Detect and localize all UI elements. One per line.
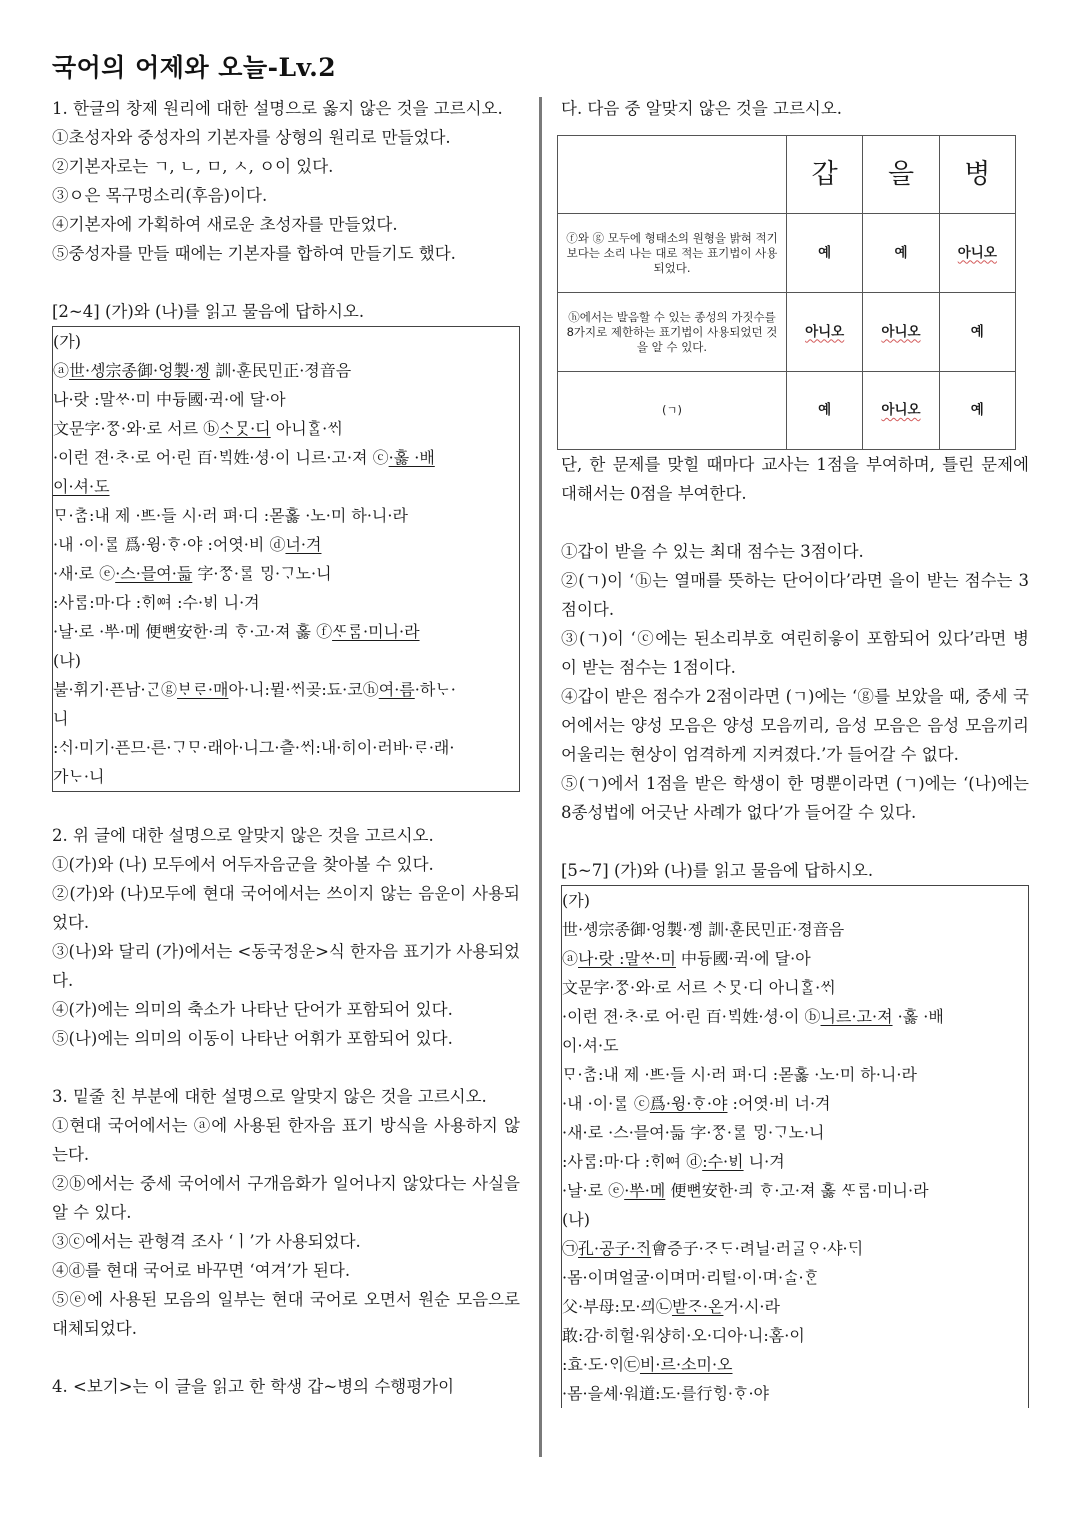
option-4[interactable]: ④기본자에 가획하여 새로운 초성자를 만들었다. bbox=[52, 215, 398, 234]
mark-d: ⓓ bbox=[269, 535, 286, 554]
table-criterion: ⓕ와 ⓖ 모두에 형태소의 원형을 밝혀 적기보다는 소리 나는 대로 적는 표기법이 사용되었다. bbox=[558, 214, 787, 293]
answer-text: 예 bbox=[818, 402, 832, 418]
passage-5-7 bbox=[561, 856, 1029, 1408]
question-3 bbox=[52, 1082, 520, 1343]
table-criterion: ⓗ에서는 발음할 수 있는 종성의 가짓수를 8가지로 제한하는 표기법이 사용되었던 것을 알 수 있다. bbox=[558, 293, 787, 372]
passage-line bbox=[53, 617, 519, 646]
passage-line: ᄆᆞ·ᄎᆞᆷ:내 제 ·ᄠᅳ·들 시·러 펴·디 :몯홇 ·노·미 하·니·라 bbox=[53, 506, 408, 525]
passage-line: ·새·로 ·스·믈여·듧 字·ᄍᆞᆼ·ᄅᆞᆯ ᄆᆡᆼ·ᄀᆞ노·니 bbox=[562, 1123, 825, 1142]
spacer bbox=[52, 792, 520, 821]
underlined-c: ·홇 ·배 bbox=[388, 448, 435, 467]
scoring-note: 단, 한 문제를 맞힐 때마다 교사는 1점을 부여하며, 틀린 문제에 대해서는 0점을 부여한다. bbox=[561, 455, 1029, 503]
underlined-a: 世·솅宗종御·엉製·젱 bbox=[69, 361, 211, 380]
underlined-a: 나·랏 :말ᄊᆞ·미 bbox=[578, 949, 676, 968]
mark-h: ⓗ bbox=[362, 680, 379, 699]
passage-line bbox=[562, 1176, 1028, 1205]
column-divider bbox=[539, 97, 542, 1457]
table-row bbox=[558, 214, 1016, 293]
passage-line: :ᄉᆡ·미기·픈므·른·ᄀᆞᄆᆞ·래아·니그·츨·ᄊᆡ:내·히이·러바·ᄅᆞ·래· bbox=[53, 738, 455, 757]
answer-text: 아니오 bbox=[805, 323, 845, 340]
passage-line bbox=[562, 944, 1028, 973]
passage-text: 아·니:뮐·ᄊᆡ곶:됴·코 bbox=[228, 680, 363, 699]
passage-text: 會증子·ᄌᆞᄃᆞ·려닐·러ᄀᆞᆯᄋᆞ·샤·ᄃᆡ bbox=[651, 1239, 864, 1258]
passage-line bbox=[53, 530, 519, 559]
table-row bbox=[558, 372, 1016, 450]
passage-text: ·날·로 bbox=[562, 1181, 609, 1200]
option-3[interactable]: ③ㅇ은 목구멍소리(후음)이다. bbox=[52, 186, 268, 205]
answer-text: 아니오 bbox=[881, 323, 921, 340]
passage-line bbox=[562, 1089, 1028, 1118]
answer-text: 아니오 bbox=[881, 402, 921, 418]
underlined-b: 니르·고·져 bbox=[820, 1007, 893, 1026]
option-5[interactable]: ⑤중성자를 만들 때에는 기본자를 합하여 만들기도 했다. bbox=[52, 244, 456, 263]
passage-line bbox=[53, 356, 519, 385]
mark-c: ⓒ bbox=[372, 448, 389, 467]
mark-c: ⓒ bbox=[633, 1094, 650, 1113]
passage-line bbox=[53, 559, 519, 588]
passage-text: :사ᄅᆞᆷ:마·다 :ᄒᆡᅇᅧ bbox=[562, 1152, 687, 1171]
option-1[interactable]: ①초성자와 중성자의 기본자를 상형의 원리로 만들었다. bbox=[52, 128, 451, 147]
passage-line bbox=[53, 472, 519, 501]
passage-line bbox=[53, 414, 519, 443]
passage-na-label: (나) bbox=[562, 1210, 590, 1229]
option-1[interactable]: ①현대 국어에서는 ⓐ에 사용된 한자음 표기 방식을 사용하지 않는다. bbox=[52, 1116, 520, 1164]
passage-text: :어엿·비 너·겨 bbox=[727, 1094, 831, 1113]
spacer bbox=[52, 1053, 520, 1082]
passage-text: 니·겨 bbox=[743, 1152, 785, 1171]
passage-text: ·새·로 bbox=[53, 564, 100, 583]
passage-line: 世·솅宗종御·엉製·졩 訓·훈民민正·졍音음 bbox=[562, 920, 845, 939]
option-4[interactable]: ④(가)에는 의미의 축소가 나타난 단어가 포함되어 있다. bbox=[52, 1000, 453, 1019]
option-4[interactable]: ④갑이 받은 점수가 2점이라면 (ㄱ)에는 ‘ⓖ를 보았을 때, 중세 국어에서는 양성 모음은 양성 모음끼리, 음성 모음은 음성 모음끼리 어울리는 현상이 엄격하게 지켜졌다.’가 들어갈 수 없다. bbox=[561, 687, 1029, 764]
question-stem: 1. 한글의 창제 원리에 대한 설명으로 옳지 않은 것을 고르시오. bbox=[52, 99, 503, 118]
table-answer bbox=[939, 372, 1015, 450]
passage-text: 中듕國·귁·에 달·아 bbox=[675, 949, 811, 968]
underlined-digeut: 비·르·소미·오 bbox=[639, 1355, 733, 1374]
mark-d: ⓓ bbox=[686, 1152, 703, 1171]
underlined-nieun: 받ᄌᆞ·온 bbox=[671, 1297, 724, 1316]
underlined-b: ᄉᆞᄆᆞᆺ·디 bbox=[219, 419, 271, 438]
option-2[interactable]: ②(ㄱ)이 ‘ⓗ는 열매를 뜻하는 단어이다’라면 을이 받는 점수는 3점이다. bbox=[561, 571, 1029, 619]
passage-line: :사ᄅᆞᆷ:마·다 :ᄒᆡᅇᅧ :수·ᄫᅵ 니·겨 bbox=[53, 593, 260, 612]
passage-text: :효·도·ᄋᆡ bbox=[562, 1355, 624, 1374]
option-4[interactable]: ④ⓓ를 현대 국어로 바꾸면 ‘여겨’가 된다. bbox=[52, 1261, 351, 1280]
passage-line bbox=[562, 1147, 1028, 1176]
underlined-giyeok: 孔·공子·ᄌᆡ bbox=[578, 1239, 652, 1258]
option-2[interactable]: ②기본자로는 ㄱ, ㄴ, ㅁ, ㅅ, ㅇ이 있다. bbox=[52, 157, 334, 176]
underlined-e: ·ᄡᅮ·메 bbox=[624, 1181, 666, 1200]
spacer bbox=[52, 268, 520, 297]
passage-line: 나·랏 :말ᄊᆞ·미 中듕國·귁·에 달·아 bbox=[53, 390, 286, 409]
passage-instruction: [5~7] (가)와 (나)를 읽고 물음에 답하시오. bbox=[561, 861, 874, 880]
mark-b: ⓑ bbox=[203, 419, 220, 438]
passage-text: 아니ᄒᆞᆯ·ᄊᆡ bbox=[270, 419, 343, 438]
mark-e: ⓔ bbox=[608, 1181, 625, 1200]
passage-line: 이·셔·도 bbox=[562, 1036, 619, 1055]
table-answer bbox=[787, 293, 863, 372]
passage-line: 니 bbox=[53, 709, 69, 728]
spacer bbox=[561, 508, 1029, 537]
option-2[interactable]: ②(가)와 (나)모두에 현대 국어에서는 쓰이지 않는 음운이 사용되었다. bbox=[52, 884, 520, 932]
passage-text: 訓·훈民민正·졍音음 bbox=[210, 361, 352, 380]
mark-g: ⓖ bbox=[161, 680, 178, 699]
spacer bbox=[52, 1343, 520, 1372]
mark-f: ⓕ bbox=[316, 622, 333, 641]
table-answer bbox=[939, 214, 1015, 293]
passage-text: 父·부母:모·ᄭᅴ bbox=[562, 1297, 656, 1316]
left-column bbox=[52, 94, 520, 1401]
mark-a: ⓐ bbox=[53, 361, 70, 380]
passage-text: ·날·로 ·ᄡᅮ·메 便뼌安한·킈 ᄒᆞ·고·져 홇 bbox=[53, 622, 317, 641]
underlined-d: 너·겨 bbox=[285, 535, 322, 554]
passage-text: 불·휘기·픈남·ᄀᆞᆫ bbox=[53, 680, 161, 699]
passage-line: 敢:감·히헐·워샹히·오·디아·니:홈·이 bbox=[562, 1326, 805, 1345]
answer-text: 예 bbox=[894, 244, 908, 261]
mark-a: ⓐ bbox=[562, 949, 579, 968]
question-stem: 2. 위 글에 대한 설명으로 알맞지 않은 것을 고르시오. bbox=[52, 826, 434, 845]
option-5[interactable]: ⑤ⓔ에 사용된 모음의 일부는 현대 국어로 오면서 원순 모음으로 대체되었다. bbox=[52, 1290, 520, 1338]
passage-line bbox=[562, 1002, 1028, 1031]
passage-line: ᄆᆞ·ᄎᆞᆷ:내 제 ·ᄠᅳ·들 시·러 펴·디 :몯홇 ·노·미 하·니·라 bbox=[562, 1065, 917, 1084]
passage-line bbox=[562, 1350, 1028, 1379]
evaluation-table bbox=[557, 135, 1016, 450]
mark-b: ⓑ bbox=[804, 1007, 821, 1026]
question-stem: 3. 밑줄 친 부분에 대한 설명으로 알맞지 않은 것을 고르시오. bbox=[52, 1087, 487, 1106]
mark-e: ⓔ bbox=[99, 564, 116, 583]
passage-na-label: (나) bbox=[53, 651, 81, 670]
passage-text: ·하ᄂᆞ· bbox=[414, 680, 456, 699]
passage-text: ·홇 ·배 bbox=[892, 1007, 944, 1026]
table-answer bbox=[863, 214, 939, 293]
answer-text: 아니오 bbox=[957, 244, 997, 261]
answer-text: 예 bbox=[970, 323, 984, 340]
passage-line bbox=[562, 1234, 1028, 1263]
table-criterion: (ㄱ) bbox=[558, 372, 787, 450]
question-4-stem-start: 4. <보기>는 이 글을 읽고 한 학생 갑~병의 수행평가이 bbox=[52, 1377, 455, 1396]
table-answer bbox=[787, 214, 863, 293]
passage-box bbox=[561, 885, 1029, 1408]
option-1[interactable]: ①(가)와 (나) 모두에서 어두자음군을 찾아볼 수 있다. bbox=[52, 855, 434, 874]
table-header-empty bbox=[558, 136, 787, 214]
question-4-stem-end: 다. 다음 중 알맞지 않은 것을 고르시오. bbox=[561, 99, 843, 118]
underlined-e: ·스·믈여·듧 bbox=[115, 564, 193, 583]
passage-instruction: [2~4] (가)와 (나)를 읽고 물음에 답하시오. bbox=[52, 302, 365, 321]
answer-text: 예 bbox=[818, 244, 832, 261]
underlined-c: 爲·윙·ᄒᆞ·야 bbox=[649, 1094, 728, 1113]
option-3[interactable]: ③(ㄱ)이 ‘ⓒ에는 된소리부호 여린히읗이 포함되어 있다’라면 병이 받는 점수는 1점이다. bbox=[561, 629, 1029, 677]
table-header-byeong: 병 bbox=[939, 136, 1015, 214]
mark-giyeok: ㉠ bbox=[562, 1239, 579, 1258]
passage-text: ·내 ·이·ᄅᆞᆯ 爲·윙·ᄒᆞ·야 :어엿·비 bbox=[53, 535, 270, 554]
page-title: 국어의 어제와 오늘-Lv.2 bbox=[52, 53, 337, 82]
table-header-eul: 을 bbox=[863, 136, 939, 214]
passage-text: 字·ᄍᆞᆼ·ᄅᆞᆯ ᄆᆡᆼ·ᄀᆞ노·니 bbox=[192, 564, 332, 583]
table-answer bbox=[939, 293, 1015, 372]
passage-text: 거·시·라 bbox=[723, 1297, 780, 1316]
passage-line bbox=[53, 443, 519, 472]
passage-text: 文문字·ᄍᆞᆼ·와·로 서르 bbox=[53, 419, 204, 438]
option-1[interactable]: ①갑이 받을 수 있는 최대 점수는 3점이다. bbox=[561, 542, 864, 561]
underlined-f: ᄯᆞᄅᆞᆷ·미니·라 bbox=[332, 622, 420, 641]
passage-box bbox=[52, 326, 520, 792]
underlined-d: :수·ᄫᅵ bbox=[702, 1152, 744, 1171]
passage-line bbox=[562, 1292, 1028, 1321]
table-row bbox=[558, 293, 1016, 372]
passage-text: ·이런 젼·ᄎᆞ·로 어·린 百·ᄇᆡᆨ姓·셩·이 니르·고·져 bbox=[53, 448, 373, 467]
passage-line: ·몸·이며얼굴·이며머·리털·이·며·ᄉᆞᆯ·ᄒᆞᆫ bbox=[562, 1268, 820, 1287]
underlined-h: 여·름 bbox=[378, 680, 415, 699]
underlined-c-cont: 이·셔·도 bbox=[53, 477, 110, 496]
option-5[interactable]: ⑤(나)에는 의미의 이동이 나타난 어휘가 포함되어 있다. bbox=[52, 1029, 453, 1048]
passage-line bbox=[53, 675, 519, 704]
table-answer bbox=[863, 372, 939, 450]
option-2[interactable]: ②ⓑ에서는 중세 국어에서 구개음화가 일어나지 않았다는 사실을 알 수 있다. bbox=[52, 1174, 520, 1222]
spacer bbox=[561, 827, 1029, 856]
passage-ga-label: (가) bbox=[562, 891, 590, 910]
passage-line: 가ᄂᆞ·니 bbox=[53, 767, 105, 786]
table-header-gap: 갑 bbox=[787, 136, 863, 214]
question-2 bbox=[52, 821, 520, 1053]
option-3[interactable]: ③ⓒ에서는 관형격 조사 ‘ㅣ’가 사용되었다. bbox=[52, 1232, 361, 1251]
underlined-g: ᄇᆞᄅᆞ·매 bbox=[177, 680, 229, 699]
table-header-row bbox=[558, 136, 1016, 214]
table-answer bbox=[787, 372, 863, 450]
passage-text: 便뼌安한·킈 ᄒᆞ·고·져 홇 ᄯᆞᄅᆞᆷ·미니·라 bbox=[665, 1181, 929, 1200]
mark-digeut: ㉢ bbox=[623, 1355, 640, 1374]
passage-text: ·이런 젼·ᄎᆞ·로 어·린 百·ᄇᆡᆨ姓·셩·이 bbox=[562, 1007, 805, 1026]
passage-text: ·내 ·이·ᄅᆞᆯ bbox=[562, 1094, 634, 1113]
mark-nieun: ㉡ bbox=[655, 1297, 672, 1316]
option-5[interactable]: ⑤(ㄱ)에서 1점을 받은 학생이 한 명뿐이라면 (ㄱ)에는 ‘(나)에는 8종성법에 어긋난 사례가 없다’가 들어갈 수 있다. bbox=[561, 774, 1029, 822]
passage-line: ·몸·을셰·워道:도·를行ᄒᆡᆼ·ᄒᆞ·야 bbox=[562, 1384, 770, 1403]
answer-text: 예 bbox=[970, 402, 984, 418]
passage-line: 文문字·ᄍᆞᆼ·와·로 서르 ᄉᆞᄆᆞᆺ·디 아니ᄒᆞᆯ·ᄊᆡ bbox=[562, 978, 836, 997]
passage-2-4 bbox=[52, 297, 520, 792]
option-3[interactable]: ③(나)와 달리 (가)에서는 <동국정운>식 한자음 표기가 사용되었다. bbox=[52, 942, 520, 990]
question-1 bbox=[52, 94, 520, 268]
passage-ga-label: (가) bbox=[53, 332, 81, 351]
right-column bbox=[561, 94, 1029, 1408]
table-answer bbox=[863, 293, 939, 372]
